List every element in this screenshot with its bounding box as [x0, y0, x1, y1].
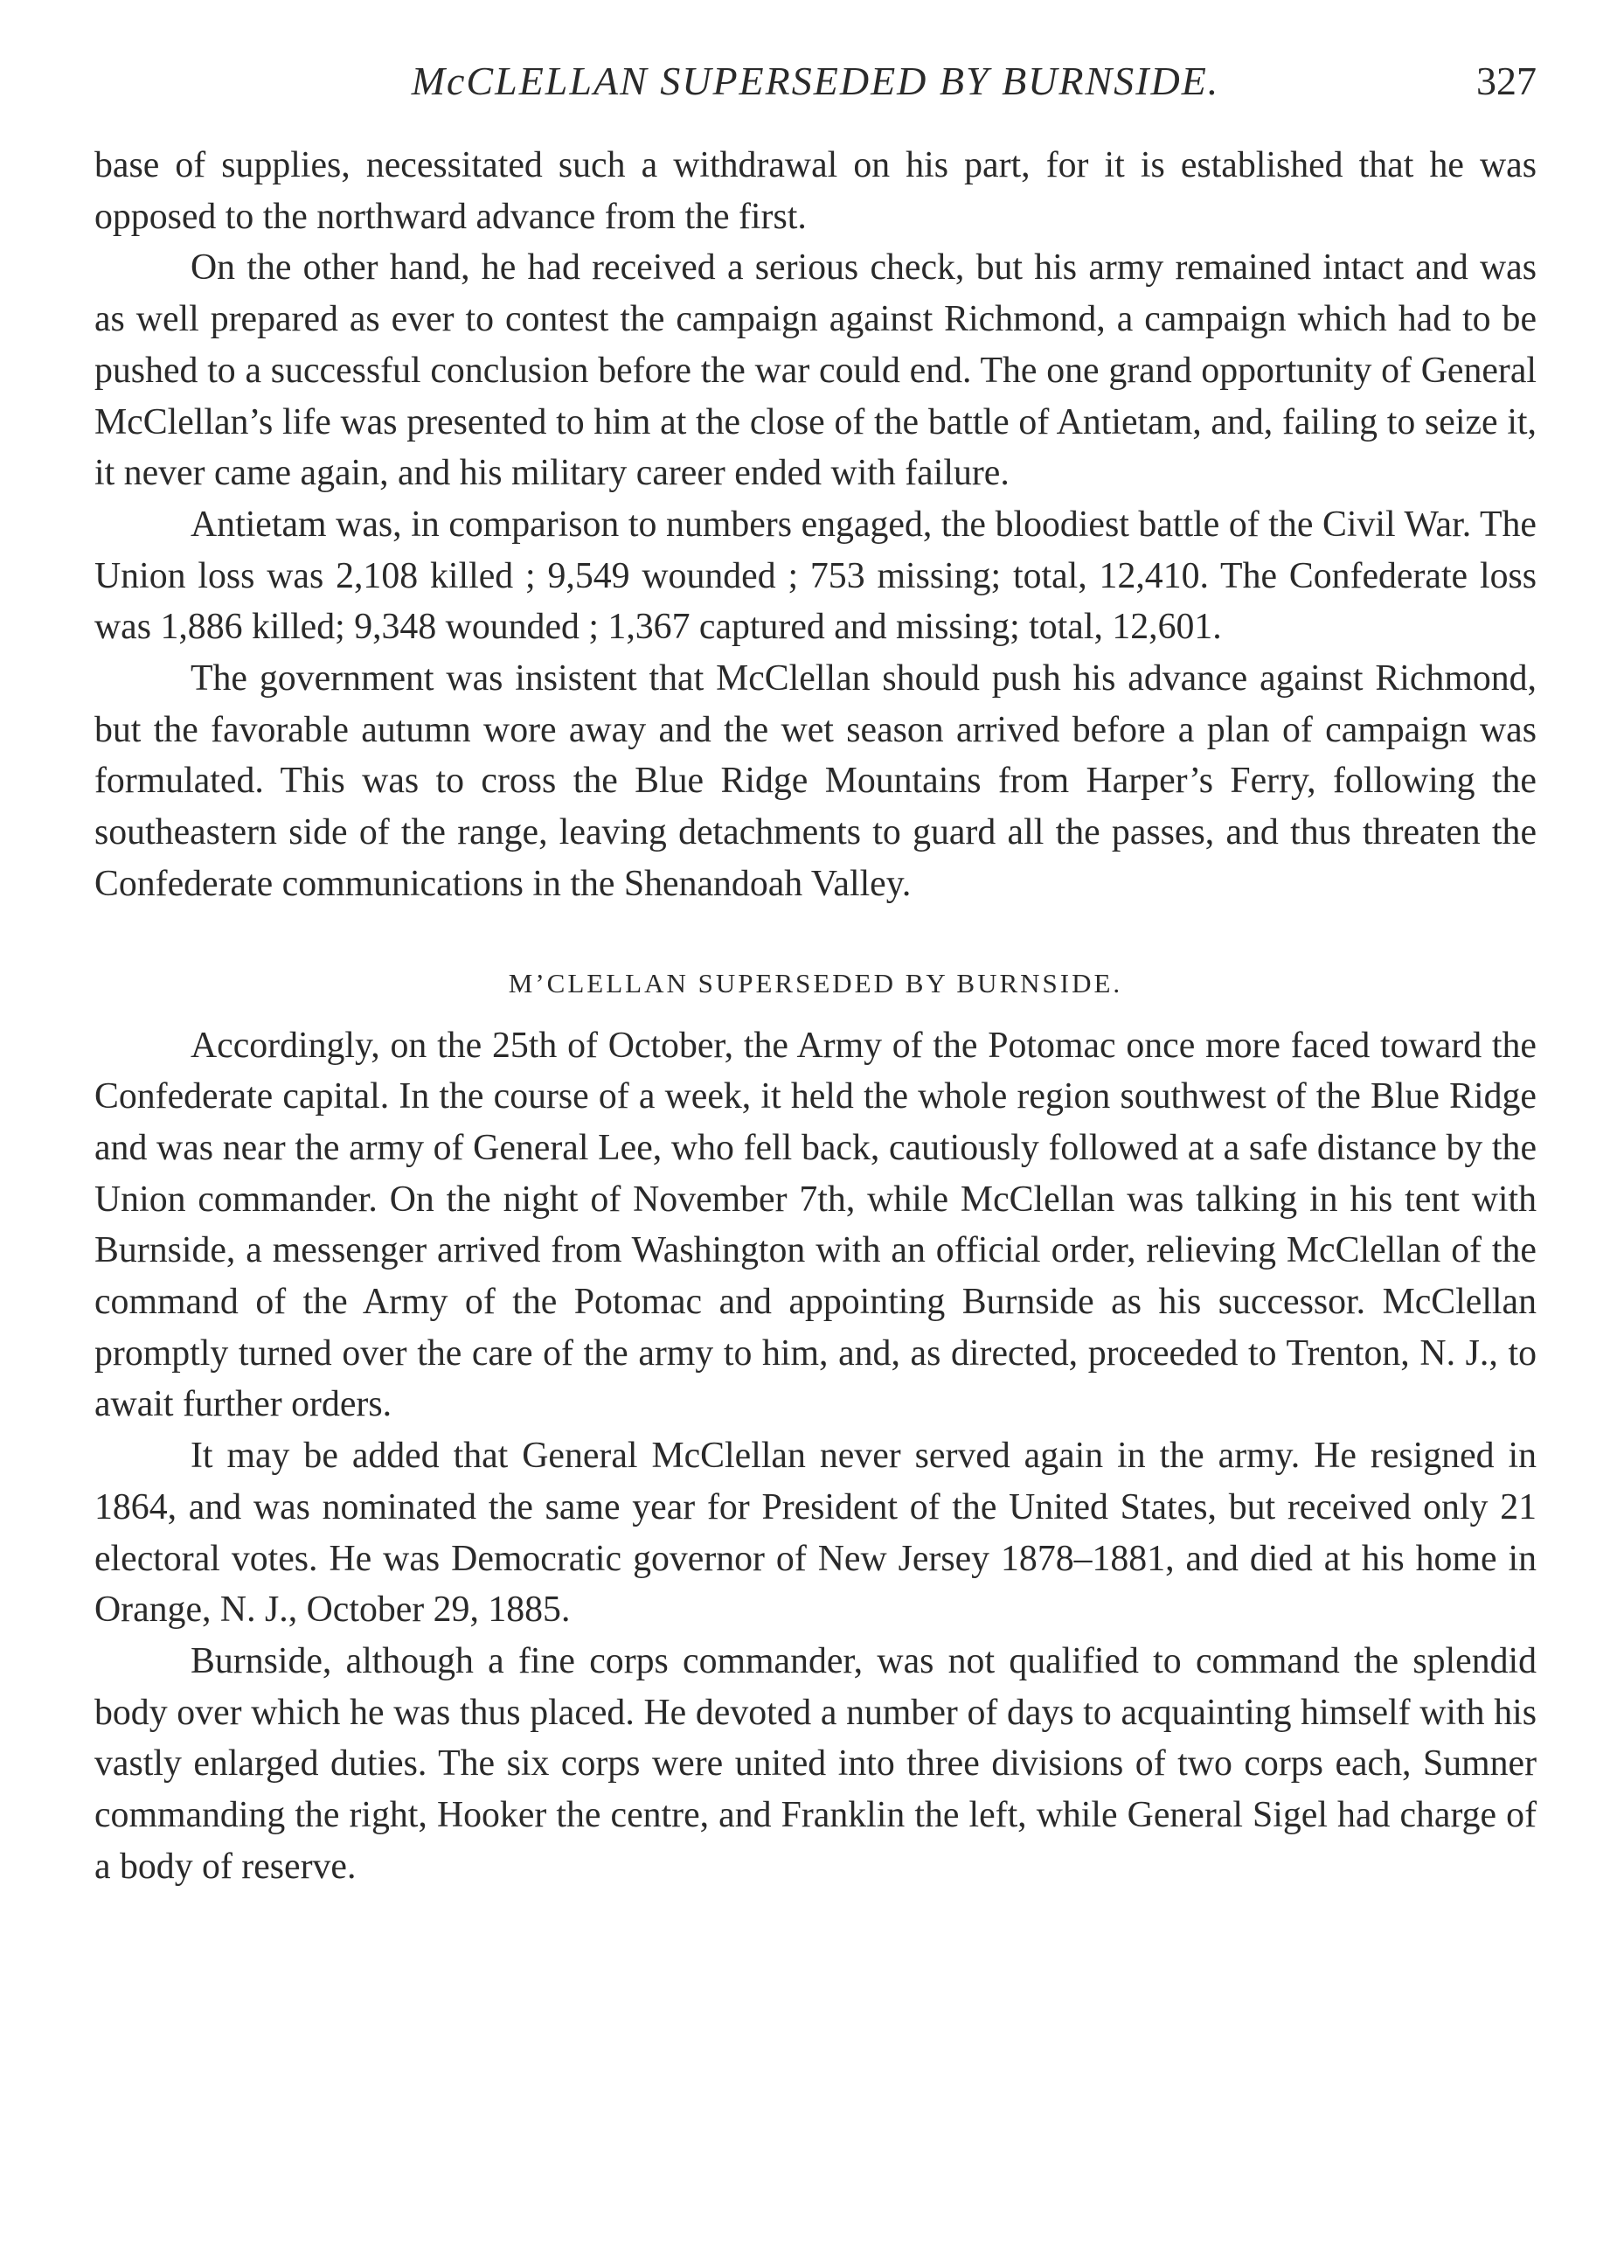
section-heading: M’CLELLAN SUPERSEDED BY BURNSIDE. [508, 967, 1123, 998]
paragraph: Antietam was, in comparison to numbers engaged, the bloodiest battle of the Civil War. The Union loss was 2,108 killed ; 9,549 wounded ; 753 missing; total, 12,410. The Confederate loss was 1,886 killed; 9,348 wounded ; 1,367 captured and missing; total, 12,601. [94, 504, 1537, 648]
running-head [94, 51, 1537, 112]
paragraph: On the other hand, he had received a serious check, but his army remained intact and was as well prepared as ever to contest the campaign against Richmond, a campaign which had to be pushed to a successful conclusion before the war could end. The one grand opportunity of General McClellan’s life was presented to him at the close of the battle of Antietam, and, failing to seize it, it never came again, and his military career ended with failure. [94, 247, 1537, 494]
paragraph-continued: base of supplies, necessitated such a withdrawal on his part, for it is established that he was opposed to the northward advance from the first. [94, 145, 1537, 237]
paragraph: Burnside, although a fine corps commander, was not qualified to command the splendid body over which he was thus placed. He devoted a number of days to acquainting himself with his vastly enlarged duties. The six corps were united into three divisions of two corps each, Sumner commanding the right, Hooker the centre, and Franklin the left, while General Sigel had charge of a body of reserve. [94, 1640, 1537, 1887]
running-title: McCLELLAN SUPERSEDED BY BURNSIDE. [411, 59, 1220, 103]
page-number: 327 [1476, 59, 1537, 103]
paragraph: It may be added that General McClellan never served again in the army. He resigned in 1864, and was nominated the same year for President of the United States, but received only 21 electoral votes. He was Democratic governor of New Jersey 1878–1881, and died at his home in Orange, N. J., October 29, 1885. [94, 1436, 1537, 1631]
body-text [94, 140, 1537, 1893]
paragraph: The government was insistent that McClellan should push his advance against Richmond, but the favorable autumn wore away and the wet season arrived before a plan of campaign was formulated. This was to cross the Blue Ridge Mountains from Harper’s Ferry, following the southeastern side of the range, leaving detachments to guard all the passes, and thus threaten the Confederate communications in the Shenandoah Valley. [94, 658, 1537, 904]
paragraph: Accordingly, on the 25th of October, the Army of the Potomac once more faced toward the Confederate capital. In the course of a week, it held the whole region southwest of the Blue Ridge and was near the army of General Lee, who fell back, cautiously followed at a safe distance by the Union commander. On the night of November 7th, while McClellan was talking in his tent with Burnside, a messenger arrived from Washington with an official order, relieving McClellan of the command of the Army of the Potomac and appointing Burnside as his successor. McClellan promptly turned over the care of the army to him, and, as directed, proceeded to Trenton, N. J., to await further orders. [94, 1025, 1537, 1425]
